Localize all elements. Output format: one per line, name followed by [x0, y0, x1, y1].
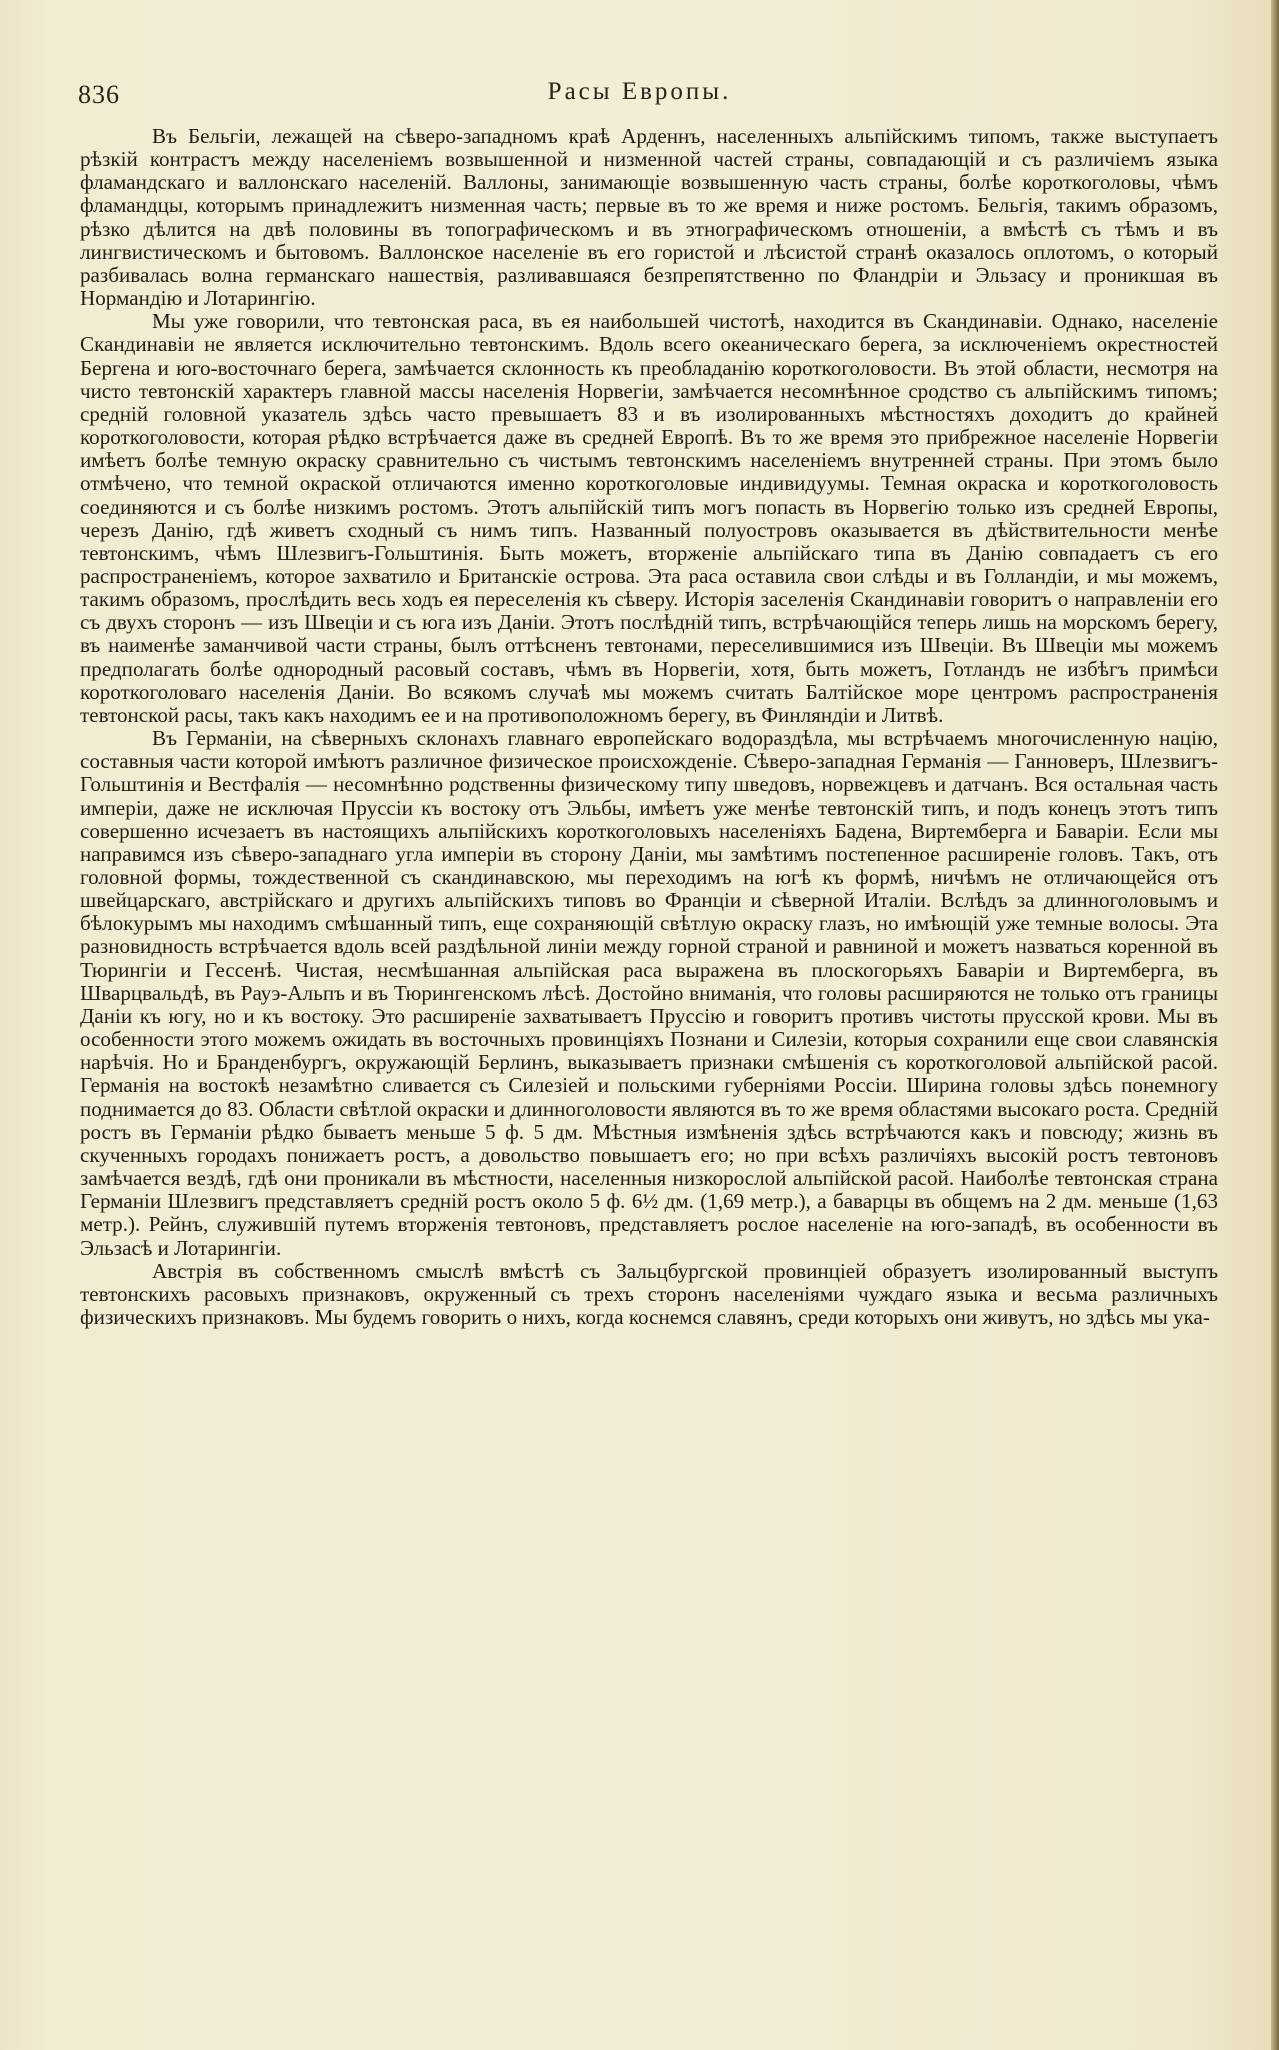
body-text: [80, 125, 1218, 1329]
paragraph-belgium: Въ Бельгiи, лежащей на сѣверо-западномъ краѣ Арденнъ, населенныхъ альпiйскимъ типомъ, также выступаетъ рѣзкiй контрастъ между населенiемъ возвышенной и низменной частей страны, совпадающiй и съ различiемъ языка фламандскаго и валлонскаго населенiй. Валлоны, занимающiе возвышенную часть страны, болѣе короткоголовы, чѣмъ фламандцы, которымъ принадлежитъ низменная часть; первые въ то же время и ниже ростомъ. Бельгiя, такимъ образомъ, рѣзко дѣлится на двѣ половины въ топографическомъ и въ этнографическомъ отношенiи, а вмѣстѣ съ тѣмъ и въ лингвистическомъ и бытовомъ. Валлонское населенiе въ его гористой и лѣсистой странѣ оказалось оплотомъ, о который разбивалась волна германскаго нашествiя, разливавшаяся безпрепятственно по Фландрiи и Эльзасу и проникшая въ Нормандiю и Лотарингiю.: [80, 124, 1218, 311]
paragraph-austria: Австрiя въ собственномъ смыслѣ вмѣстѣ съ Зальцбургской провинцiей образуетъ изолированный выступъ тевтонскихъ расовыхъ признаковъ, окруженный съ трехъ сторонъ населенiями чуждаго языка и весьма различныхъ физическихъ признаковъ. Мы будемъ говорить о нихъ, когда коснемся славянъ, среди которыхъ они живутъ, но здѣсь мы ука-: [80, 1258, 1218, 1329]
page-edge-shadow: [1271, 0, 1279, 2050]
paragraph-germany: Въ Германiи, на сѣверныхъ склонахъ главнаго европейскаго водораздѣла, мы встрѣчаемъ многочисленную нацiю, составныя части которой имѣютъ различное физическое происхожденiе. Сѣверо-западная Германiя — Ганноверъ, Шлезвигъ-Гольштинiя и Вестфалiя — несомнѣнно родственны физическому типу шведовъ, норвежцевъ и датчанъ. Вся остальная часть имперiи, даже не исключая Пруссiи къ востоку отъ Эльбы, имѣетъ уже менѣе тевтонскiй типъ, и подъ конецъ этотъ типъ совершенно исчезаетъ въ настоящихъ альпiйскихъ короткоголовыхъ населенiяхъ Бадена, Виртемберга и Баварiи. Если мы направимся изъ сѣверо-западнаго угла имперiи въ сторону Данiи, мы замѣтимъ постепенное расширенiе головъ. Такъ, отъ головной формы, тождественной съ скандинавскою, мы переходимъ на югѣ къ формѣ, ничѣмъ не отличающейся отъ швейцарскаго, австрiйскаго и другихъ альпiйскихъ типовъ во Францiи и сѣверной Италiи. Вслѣдъ за длинноголовымъ и бѣлокурымъ мы находимъ смѣшанный типъ, еще сохраняющiй свѣтлую окраску глазъ, но имѣющiй уже темные волосы. Эта разновидность встрѣчается вдоль всей раздѣльной линiи между горной страной и равниной и можетъ назваться коренной въ Тюрингiи и Гессенѣ. Чистая, несмѣшанная альпiйская раса выражена въ плоскогорьяхъ Баварiи и Виртемберга, въ Шварцвальдѣ, въ Рауэ-Альпъ и въ Тюрингенскомъ лѣсѣ. Достойно вниманiя, что головы расширяются не только отъ границы Данiи къ югу, но и къ востоку. Это расширенiе захватываетъ Пруссiю и говоритъ противъ чистоты прусской крови. Мы въ особенности этого можемъ ожидать въ восточныхъ провинцiяхъ Познани и Силезiи, которыя сохранили еще свои славянскiя нарѣчiя. Но и Бранденбургъ, окружающiй Берлинъ, выказываетъ признаки смѣшенiя съ короткоголовой альпiйской расой. Германiя на востокѣ незамѣтно сливается съ Силезiей и польскими губернiями Россiи. Ширина головы здѣсь понемногу поднимается до 83. Области свѣтлой окраски и длинноголовости являются въ то же время областями высокаго роста. Среднiй ростъ въ Германiи рѣдко бываетъ меньше 5 ф. 5 дм. Мѣстныя измѣненiя здѣсь встрѣчаются какъ и повсюду; жизнь въ скученныхъ городахъ понижаетъ ростъ, а довольство повышаетъ его; но при всѣхъ различiяхъ высокiй ростъ тевтоновъ замѣчается вездѣ, гдѣ они проникали въ мѣстности, населенныя низкорослой альпiйской расой. Наиболѣе тевтонская страна Германiи Шлезвигъ представляетъ среднiй ростъ около 5 ф. 6½ дм. (1,69 метр.), а баварцы въ общемъ на 2 дм. меньше (1,63 метр.). Рейнъ, служившiй путемъ вторженiя тевтоновъ, представляетъ рослое населенiе на юго-западѣ, въ особенности въ Эльзасѣ и Лотарингiи.: [80, 726, 1218, 1260]
running-title: Расы Европы.: [547, 78, 732, 105]
paragraph-scandinavia: Мы уже говорили, что тевтонская раса, въ ея наибольшей чистотѣ, находится въ Скандинавiи. Однако, населенiе Скандинавiи не является исключительно тевтонскимъ. Вдоль всего океаническаго берега, за исключенiемъ окрестностей Бергена и юго-восточнаго берега, замѣчается склонность къ преобладанiю короткоголовости. Въ этой области, несмотря на чисто тевтонскiй характеръ главной массы населенiя Норвегiи, замѣчается несомнѣнное сродство съ альпiйскимъ типомъ; среднiй головной указатель здѣсь часто превышаетъ 83 и въ изолированныхъ мѣстностяхъ доходитъ до крайней короткоголовости, которая рѣдко встрѣчается даже въ средней Европѣ. Въ то же время это прибрежное населенiе Норвегiи имѣетъ болѣе темную окраску сравнительно съ чистымъ тевтонскимъ населенiемъ внутренней страны. При этомъ было отмѣчено, что темной окраской отличаются именно короткоголовые индивидуумы. Темная окраска и короткоголовость соединяются и съ болѣе низкимъ ростомъ. Этотъ альпiйскiй типъ могъ попасть въ Норвегiю только изъ средней Европы, черезъ Данiю, гдѣ живетъ сходный съ нимъ типъ. Названный полуостровъ оказывается въ дѣйствительности менѣе тевтонскимъ, чѣмъ Шлезвигъ-Гольштинiя. Быть можетъ, вторженiе альпiйскаго типа въ Данiю совпадаетъ съ его распространенiемъ, которое захватило и Британскiе острова. Эта раса оставила свои слѣды и въ Голландiи, и мы можемъ, такимъ образомъ, прослѣдить весь ходъ ея переселенiя къ сѣверу. Исторiя заселенiя Скандинавiи говоритъ о направленiи его съ двухъ сторонъ — изъ Швецiи и съ юга изъ Данiи. Этотъ послѣднiй типъ, встрѣчающiйся теперь лишь на морскомъ берегу, въ наименѣе заманчивой части страны, былъ оттѣсненъ тевтонами, переселившимися изъ Швецiи. Въ Швецiи мы можемъ предполагать болѣе однородный расовый составъ, чѣмъ въ Норвегiи, хотя, быть можетъ, Готландъ не избѣгъ примѣси короткоголоваго населенiя Данiи. Во всякомъ случаѣ мы можемъ считать Балтiйское море центромъ распространенiя тевтонской расы, такъ какъ находимъ ее и на противоположномъ берегу, въ Финляндiи и Литвѣ.: [80, 309, 1218, 727]
page-number: 836: [78, 80, 120, 109]
